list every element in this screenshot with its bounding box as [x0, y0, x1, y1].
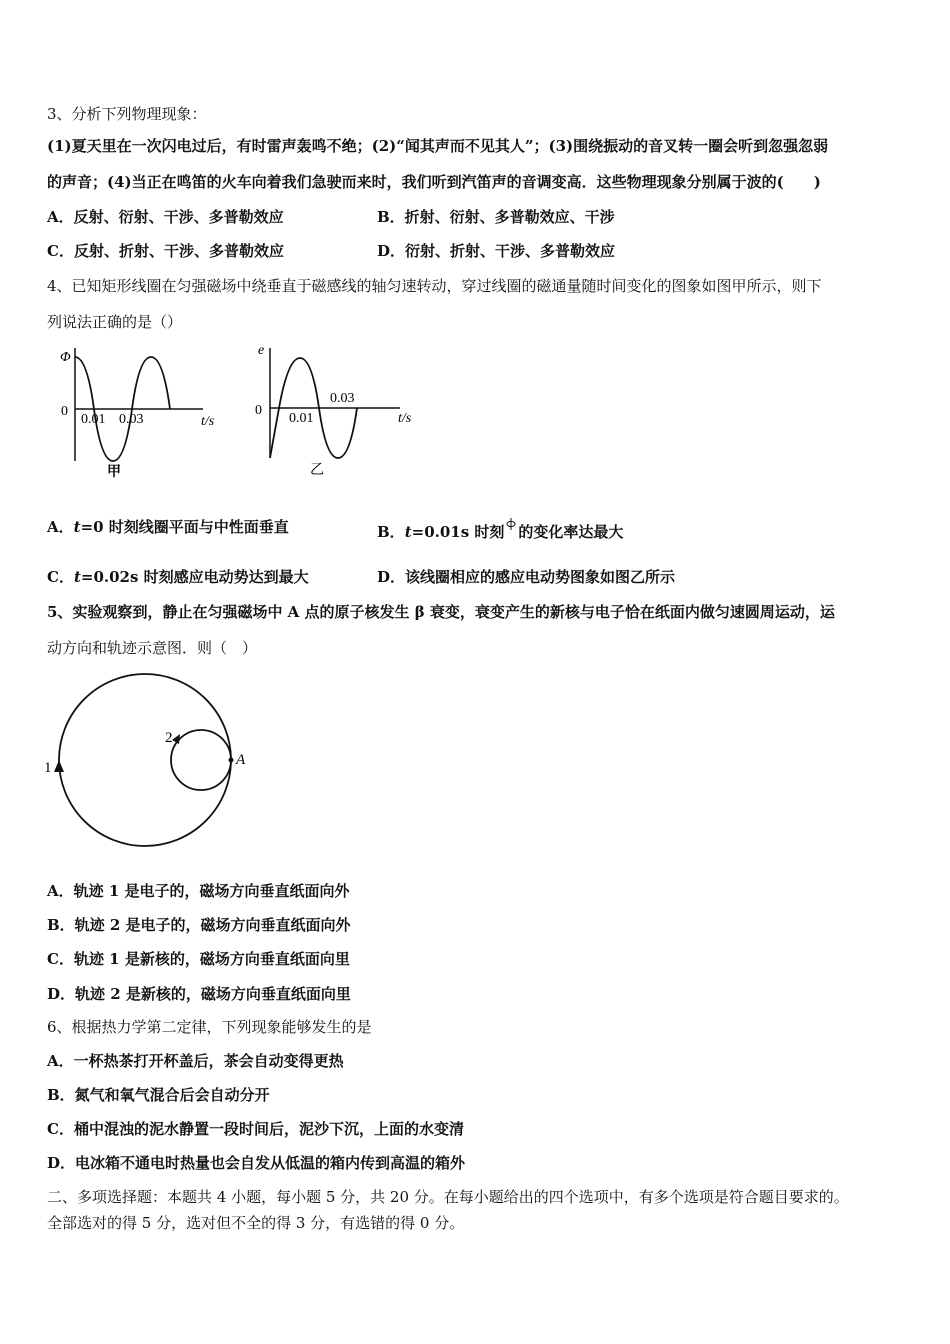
q4-option-d: D．该线圈相应的感应电动势图象如图乙所示	[377, 568, 676, 586]
q5-stem-line2: 动方向和轨迹示意图．则（ ）	[47, 639, 258, 657]
section2-heading-line2: 全部选对的得 5 分，选对但不全的得 3 分，有选错的得 0 分。	[47, 1214, 465, 1232]
q4-option-c	[47, 567, 309, 587]
q4-stem-line2: 列说法正确的是（）	[47, 313, 183, 331]
graph-jia	[55, 343, 230, 483]
graph-yi-tick-1: 0.01	[289, 411, 314, 426]
section2-heading-line1: 二、多项选择题：本题共 4 小题，每小题 5 分，共 20 分。在每小题给出的四个选项中，有多个选项是符合题目要求的。	[47, 1188, 849, 1206]
q5-option-d: D．轨迹 2 是新核的，磁场方向垂直纸面向里	[47, 985, 351, 1003]
q4-option-c-rest: =0.02s 时刻感应电动势达到最大	[80, 568, 309, 586]
q4-option-a	[47, 517, 289, 537]
q4-option-a-prefix: A．	[47, 518, 74, 536]
q3-option-a: A．反射、衍射、干涉、多普勒效应	[47, 208, 284, 226]
q3-option-c: C．反射、折射、干涉、多普勒效应	[47, 242, 284, 260]
q4-option-b-suffix: 的变化率达最大	[518, 523, 624, 541]
q6-stem: 6、根据热力学第二定律，下列现象能够发生的是	[47, 1018, 372, 1036]
q4-option-b-rest: =0.01s 时刻	[411, 523, 505, 541]
q3-stem-line1: 3、分析下列物理现象：	[47, 105, 207, 123]
q4-option-a-rest: =0 时刻线圈平面与中性面垂直	[80, 518, 289, 536]
graph-yi-y-label: e	[258, 343, 265, 358]
q4-stem-line1: 4、已知矩形线圈在匀强磁场中绕垂直于磁感线的轴匀速转动，穿过线圈的磁通量随时间变化的图象如图甲所示，则下	[47, 277, 822, 295]
q6-option-a: A．一杯热茶打开杯盖后，茶会自动变得更热	[47, 1052, 344, 1070]
graph-jia-tick-2: 0.03	[119, 412, 144, 427]
trajectory-figure	[40, 668, 260, 868]
graph-yi-caption: 乙	[310, 463, 324, 478]
graph-jia-origin: 0	[61, 404, 68, 419]
graph-yi	[250, 340, 430, 480]
q3-option-d: D．衍射、折射、干涉、多普勒效应	[377, 242, 616, 260]
graph-jia-caption: 甲	[107, 465, 121, 480]
q3-option-b: B．折射、衍射、多普勒效应、干涉	[377, 208, 615, 226]
q4-option-c-prefix: C．	[47, 568, 74, 586]
trajectory-2-circle	[171, 730, 231, 790]
q3-stem-line2: (1)夏天里在一次闪电过后，有时雷声轰鸣不绝；(2)“闻其声而不见其人”；(3)围绕振动的音叉转一圈会听到忽强忽弱	[47, 137, 829, 155]
graph-yi-origin: 0	[255, 403, 262, 418]
q6-option-c: C．桶中混浊的泥水静置一段时间后，泥沙下沉，上面的水变清	[47, 1120, 464, 1138]
q5-option-c: C．轨迹 1 是新核的，磁场方向垂直纸面向里	[47, 950, 350, 968]
q5-option-b: B．轨迹 2 是电子的，磁场方向垂直纸面向外	[47, 916, 351, 934]
point-a-dot	[229, 758, 234, 763]
trajectory-1-arrow-icon	[54, 760, 64, 772]
point-a-label: A	[236, 752, 246, 768]
graph-jia-tick-1: 0.01	[81, 412, 106, 427]
graph-jia-y-label: Φ	[60, 350, 71, 365]
graph-jia-x-label: t/s	[201, 414, 215, 429]
phi-symbol-icon	[505, 517, 517, 531]
q4-option-a-var: t	[73, 518, 81, 536]
q4-option-b-prefix: B．	[377, 523, 405, 541]
q4-option-b	[377, 517, 623, 542]
q4-option-b-var: t	[404, 523, 412, 541]
trajectory-1-circle	[59, 674, 231, 846]
q5-option-a: A．轨迹 1 是电子的，磁场方向垂直纸面向外	[47, 882, 350, 900]
q3-stem-line3: 的声音；(4)当正在鸣笛的火车向着我们急驶而来时，我们听到汽笛声的音调变高．这些物理现象分别属于波的( )	[47, 173, 821, 191]
q4-option-c-var: t	[73, 568, 81, 586]
q5-stem-line1: 5、实验观察到，静止在匀强磁场中 A 点的原子核发生 β 衰变，衰变产生的新核与电子恰在纸面内做匀速圆周运动，运	[47, 603, 835, 621]
q6-option-d: D．电冰箱不通电时热量也会自发从低温的箱内传到高温的箱外	[47, 1154, 466, 1172]
q6-option-b: B．氮气和氧气混合后会自动分开	[47, 1086, 270, 1104]
graph-yi-x-label: t/s	[398, 411, 412, 426]
trajectory-2-label: 2	[165, 730, 173, 746]
trajectory-1-label: 1	[44, 760, 52, 776]
graph-yi-tick-2: 0.03	[330, 391, 355, 406]
